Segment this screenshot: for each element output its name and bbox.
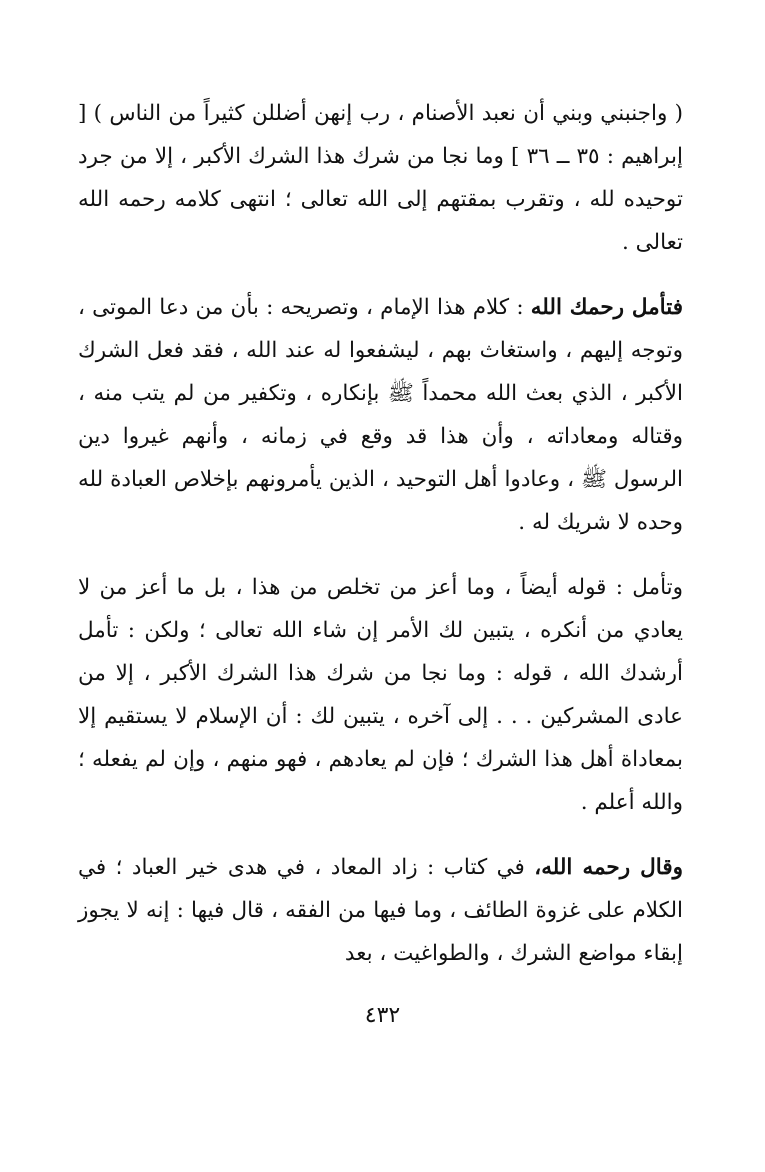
- paragraph-1: [78, 92, 683, 264]
- paragraph-3: [78, 566, 683, 824]
- paragraph-gap: [78, 824, 683, 846]
- paragraph-1-text: ( واجنبني وبني أن نعبد الأصنام ، رب إنهن أضللن كثيراً من الناس ) [ إبراهيم : ٣٥ ــ ٣٦ ] وما نجا من شرك هذا الشرك الأكبر ، إلا من جرد توحيده لله ، وتقرب بمقتهم إلى الله تعالى ؛ انتهى كلامه رحمه الله تعالى .: [78, 101, 684, 255]
- paragraph-gap: [78, 544, 683, 566]
- page-body: [78, 92, 683, 975]
- paragraph-3-text: وتأمل : قوله أيضاً ، وما أعز من تخلص من هذا ، بل ما أعز من لا يعادي من أنكره ، يتبين لك الأمر إن شاء الله تعالى ؛ ولكن : تأمل أرشدك الله ، قوله : وما نجا من شرك هذا الشرك الأكبر ، إلا من عادى المشركين . . . إلى آخره ، يتبين لك : أن الإسلام لا يستقيم إلا بمعاداة أهل هذا الشرك ؛ فإن لم يعادهم ، فهو منهم ، وإن لم يفعله ؛ والله أعلم .: [78, 575, 683, 815]
- paragraph-4-text: في كتاب : زاد المعاد ، في هدى خير العباد ؛ في الكلام على غزوة الطائف ، وما فيها من الفقه ، قال فيها : إنه لا يجوز إبقاء مواضع الشرك ، والطواغيت ، بعد: [78, 855, 683, 966]
- paragraph-gap: [78, 264, 683, 286]
- paragraph-4: [78, 846, 683, 975]
- paragraph-2-text: : كلام هذا الإمام ، وتصريحه : بأن من دعا الموتى ، وتوجه إليهم ، واستغاث بهم ، ليشفعوا له عند الله ، فقد فعل الشرك الأكبر ، الذي بعث الله محمداً ﷺ بإنكاره ، وتكفير من لم يتب منه ، وقتاله ومعاداته ، وأن هذا قد وقع في زمانه ، وأنهم غيروا دين الرسول ﷺ ، وعادوا أهل التوحيد ، الذين يأمرونهم بإخلاص العبادة لله وحده لا شريك له .: [78, 295, 683, 535]
- paragraph-4-lead: وقال رحمه الله،: [534, 855, 683, 880]
- page-number: ٤٣٢: [364, 1003, 401, 1028]
- paragraph-2: [78, 286, 683, 544]
- paragraph-2-lead: فتأمل رحمك الله: [530, 295, 683, 320]
